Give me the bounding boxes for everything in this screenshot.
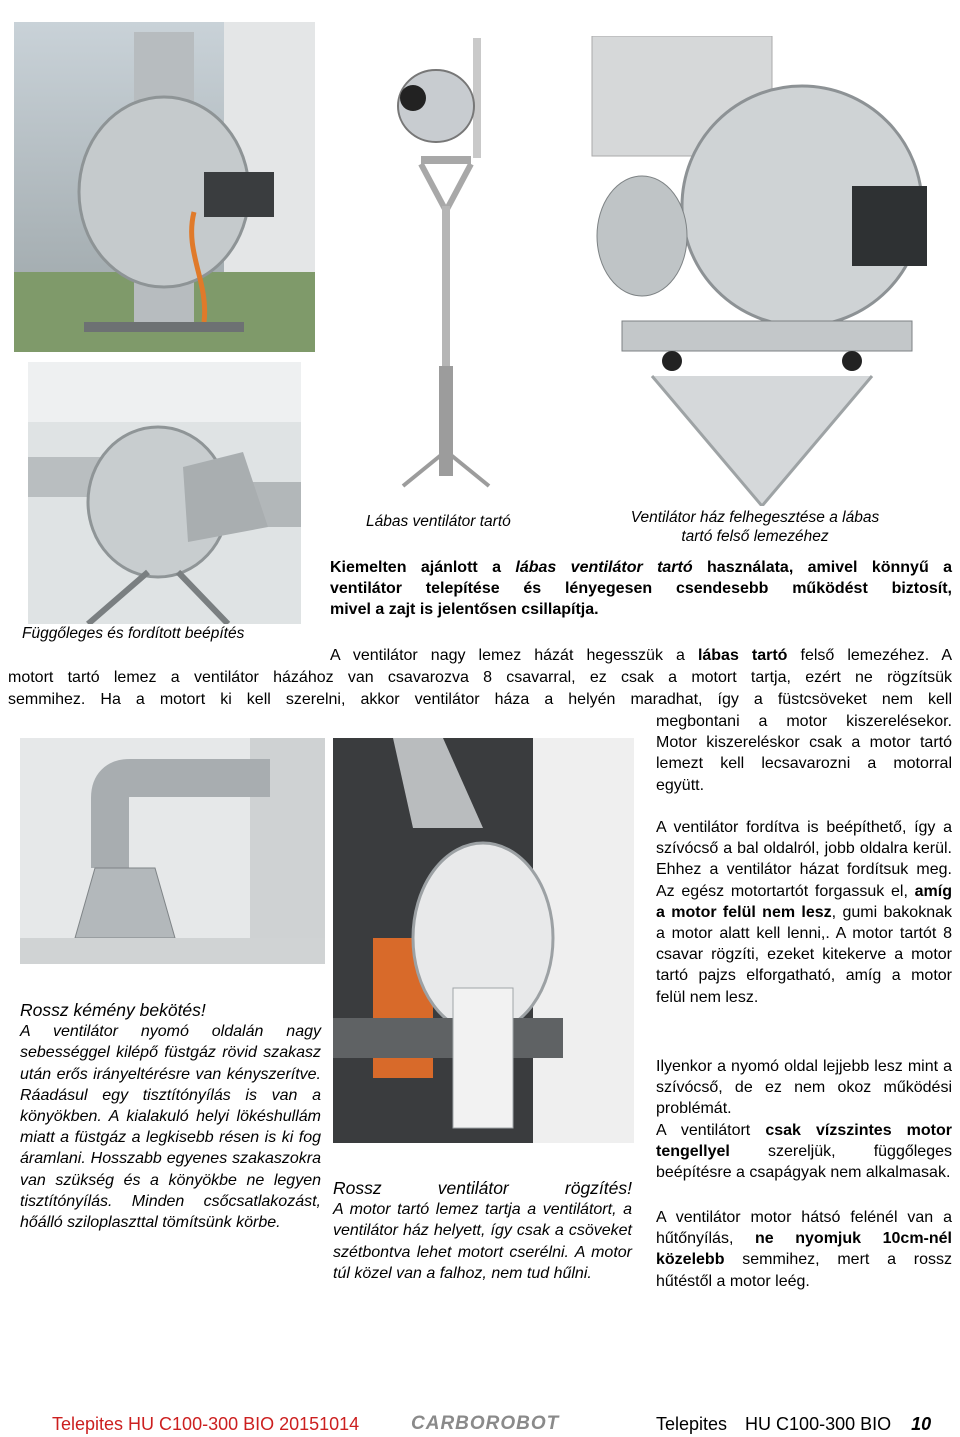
bad-fan-block (333, 1178, 632, 1284)
caption-housing-weld-line2: tartó felső lemezéhez (681, 528, 829, 545)
right-column-p3: Ilyenkor a nyomó oldal lejjebb lesz mint a szívócső, de ez nem okoz működési problémát. (656, 1058, 952, 1118)
bad-chimney-text: A ventilátor nyomó oldalán nagy sebességgel kilépő füstgáz rövid szakasz után erős irányeltérésre van kényszerítve. Ráadásul egy tisztítónyílás is van a könyökben. A kialakuló helyi lökéshullám miatt a füstgáz a legkisebb résen is ki fog áramlani. Hosszabb egyenes szakaszokra van szükség és a könyökbe ne legyen tisztítónyílás. Minden csőcsatlakozást, hőálló sziloplaszttal tömítsünk körbe. (20, 1023, 321, 1232)
body-text: A ventilátor nagy lemez házát hegesszük a (330, 647, 698, 664)
body-line-3: semmihez. Ha a motort ki kell szerelni, akkor ventilátor háza a helyén maradhat, így a füstcsöveket nem kell (8, 691, 952, 708)
right-column-p4 (656, 1120, 952, 1184)
right-column-p1: megbontani a motor kiszerelésekor. Motor kiszereléskor csak a motor tartó lemezt kell lecsavarozni a motorral együtt. (656, 713, 952, 794)
right-column-p5 (656, 1207, 952, 1292)
body-line-1 (330, 645, 952, 666)
rc-no-closer-10cm: ne nyomjuk 10cm-nél közelebb (656, 1230, 953, 1269)
rc-text: A ventilátor motor hátsó felénél van a hűtőnyílás, (656, 1209, 952, 1248)
intro-paragraph (330, 557, 952, 620)
rc-text: szereljük, függőleges beépítésre a csapágyak nem alkalmasak. (656, 1143, 952, 1182)
intro-text: használata, amivel könnyű a (692, 559, 953, 576)
body-text: felső lemezéhez. A (787, 647, 952, 664)
photo-housing-on-stand (572, 36, 927, 506)
photo-bad-chimney-connection (20, 738, 325, 964)
right-column-p2 (656, 817, 952, 1008)
bad-chimney-title: Rossz kémény bekötés! (20, 1000, 206, 1020)
intro-leg-stand: lábas ventilátor tartó (515, 559, 693, 576)
footer-right-model: HU C100-300 BIO (745, 1414, 892, 1434)
body-leg-stand: lábas tartó (697, 647, 788, 664)
photo-fan-installation (14, 22, 315, 352)
rc-text: , gumi bakoknak a motor alatt kell lenni,. A motor tartót 8 csavar rögzíti, ezeket kitekerve a motor tartó pajzs elforgatható, amíg a motor felül nem lesz. (656, 903, 952, 1006)
intro-text: Kiemelten ajánlott a (330, 559, 516, 576)
caption-housing-weld-line1: Ventilátor ház felhegesztése a lábas (630, 509, 880, 526)
intro-text: ventilátor telepítése és lényegesen (330, 580, 676, 597)
rc-text: A ventilátor fordítva is beépíthető, így a szívócső a bal oldalról, jobb oldalra kerül. Ehhez a ventilátor házat fordítsuk meg. Az egész motortartót forgassuk el, (656, 819, 952, 900)
photo-leg-stand (391, 36, 499, 490)
body-line-2: motort tartó lemez a ventilátor házához van csavarozva 8 csavarral, ez csak a motort tartja, ezért ne rögzítsük (8, 669, 952, 686)
footer-page-number: 10 (911, 1414, 932, 1434)
bad-fan-title: Rossz ventilátor rögzítés! (333, 1178, 632, 1198)
footer-left: Telepites HU C100-300 BIO 20151014 (52, 1414, 360, 1434)
intro-text: mivel a zajt is jelentősen csillapítja. (330, 601, 599, 618)
bad-fan-text: A motor tartó lemez tartja a ventilátort, a ventilátor ház helyett, így csak a csöveket szétbontva lehet motort cserélni. A motor túl közel van a falhoz, nem tud hűlni. (333, 1201, 632, 1282)
bad-chimney-block (20, 1000, 321, 1233)
intro-quiet-operation: csendesebb működést biztosít, (675, 580, 953, 597)
footer-right-doc: Telepites (656, 1414, 728, 1434)
caption-vertical-install: Függőleges és fordított beépítés (22, 625, 245, 642)
rc-text: semmihez, mert a rossz hűtéstől a motor leég. (656, 1251, 952, 1290)
footer-logo: CARBOROBOT (411, 1413, 560, 1434)
photo-bad-fan-mounting (333, 738, 634, 1143)
caption-leg-stand: Lábas ventilátor tartó (366, 513, 511, 530)
footer-right (656, 1413, 931, 1435)
rc-horizontal-shaft: csak vízszintes motor tengellyel (656, 1122, 952, 1161)
photo-vertical-reversed-install (28, 362, 301, 624)
caption-housing-weld (575, 508, 935, 546)
rc-text: A ventilátort (656, 1122, 766, 1139)
rc-motor-on-top: amíg a motor felül nem lesz (656, 882, 952, 921)
